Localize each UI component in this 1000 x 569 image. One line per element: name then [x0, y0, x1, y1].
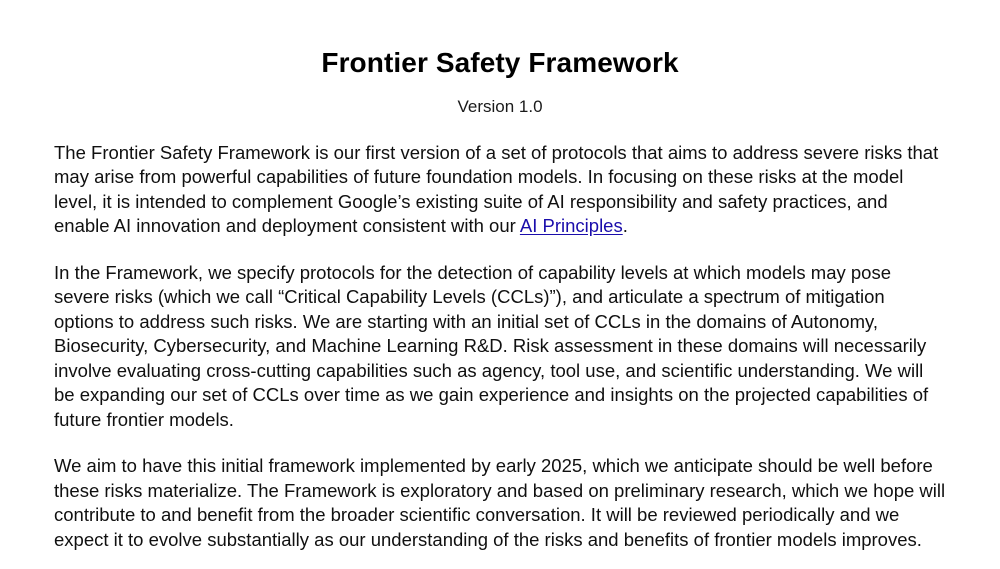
paragraph-protocols — [54, 261, 946, 433]
document-body — [0, 141, 1000, 553]
paragraph-intro — [54, 141, 946, 239]
ai-principles-link[interactable]: AI Principles — [519, 215, 623, 237]
page-title: Frontier Safety Framework — [321, 47, 679, 78]
paragraph-timeline — [54, 454, 946, 552]
paragraph-text: We aim to have this initial framework implemented by early 2025, which we anticipate should be well before these risks materialize. The Framework is exploratory and based on preliminary research, which we hope will contribute to and benefit from the broader scientific conversation. It will be reviewed periodically and we expect it to evolve substantially as our understanding of the risks and benefits of frontier models improves. — [54, 455, 946, 550]
paragraph-text: The Frontier Safety Framework is our first version of a set of protocols that aims to address severe risks that may arise from powerful capabilities of future foundation models. In focusing on these risks at the model level, it is intended to complement Google’s existing suite of AI responsibility and safety practices, and enable AI innovation and deployment consistent with our — [54, 141, 939, 237]
paragraph-text: In the Framework, we specify protocols for the detection of capability levels at which models may pose severe risks (which we call “Critical Capability Levels (CCLs)”), and articulate a spectrum of mitigation options to address such risks. We are starting with an initial set of CCLs in the domains of Autonomy, Biosecurity, Cybersecurity, and Machine Learning R&D. Risk assessment in these domains will necessarily involve evaluating cross-cutting capabilities such as agency, tool use, and scientific understanding. We will be expanding our set of CCLs over time as we gain experience and insights on the projected capabilities of future frontier models. — [54, 261, 929, 430]
document-version: Version 1.0 — [457, 96, 543, 116]
paragraph-text-tail: . — [622, 215, 628, 237]
